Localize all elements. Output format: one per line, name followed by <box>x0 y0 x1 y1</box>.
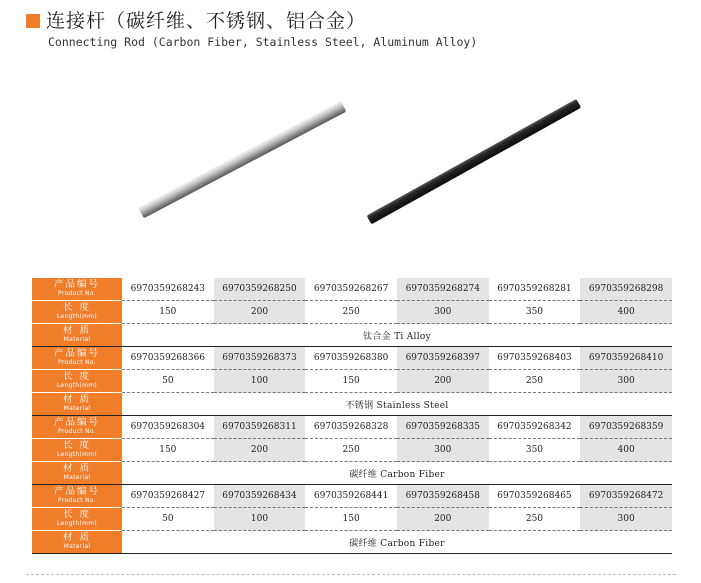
product-row <box>32 278 672 301</box>
carbon-rod-image <box>367 99 582 224</box>
steel-rod-image <box>138 101 346 218</box>
product-no-label-cn: 产品编号 <box>53 279 100 290</box>
material-label-en: Material <box>63 405 91 412</box>
length-row <box>32 508 672 531</box>
product-no-cell: 6970359268366 <box>122 347 214 370</box>
length-cell: 350 <box>489 439 581 462</box>
product-no-cell: 6970359268458 <box>397 485 489 508</box>
page-title: 连接杆（碳纤维、不锈钢、铝合金） <box>46 10 367 32</box>
footer-divider <box>26 574 676 575</box>
product-no-cell: 6970359268380 <box>305 347 397 370</box>
product-no-cell: 6970359268373 <box>214 347 306 370</box>
length-label-cn: 长 度 <box>62 509 92 520</box>
material-row <box>32 393 672 416</box>
length-cell: 150 <box>305 508 397 531</box>
material-cell: 钛合金 Ti Alloy <box>122 324 672 347</box>
material-label-en: Material <box>63 543 91 550</box>
length-row <box>32 301 672 324</box>
length-label-en: Length(mm) <box>56 382 98 389</box>
material-label-cn: 材 质 <box>62 532 92 543</box>
material-row <box>32 324 672 347</box>
product-no-cell: 6970359268359 <box>580 416 672 439</box>
material-cell: 不锈钢 Stainless Steel <box>122 393 672 416</box>
product-no-cell: 6970359268328 <box>305 416 397 439</box>
product-no-label-en: Product No. <box>58 290 96 297</box>
length-label-en: Length(mm) <box>56 313 98 320</box>
product-no-cell: 6970359268410 <box>580 347 672 370</box>
length-label-en: Length(mm) <box>56 451 98 458</box>
length-label-cn: 长 度 <box>62 440 92 451</box>
product-no-cell: 6970359268250 <box>214 278 306 301</box>
material-label <box>32 462 122 485</box>
material-label <box>32 531 122 554</box>
spec-table <box>32 278 672 554</box>
product-no-cell: 6970359268403 <box>489 347 581 370</box>
length-label <box>32 301 122 324</box>
length-cell: 50 <box>122 370 214 393</box>
product-no-cell: 6970359268281 <box>489 278 581 301</box>
product-no-cell: 6970359268472 <box>580 485 672 508</box>
length-label <box>32 508 122 531</box>
length-label-en: Length(mm) <box>56 520 98 527</box>
product-no-label-cn: 产品编号 <box>53 348 100 359</box>
product-no-label <box>32 278 122 301</box>
length-cell: 350 <box>489 301 581 324</box>
length-cell: 150 <box>122 301 214 324</box>
material-cell: 碳纤维 Carbon Fiber <box>122 531 672 554</box>
product-no-label-en: Product No. <box>58 497 96 504</box>
length-cell: 400 <box>580 439 672 462</box>
product-no-label-cn: 产品编号 <box>53 486 100 497</box>
product-no-cell: 6970359268311 <box>214 416 306 439</box>
length-cell: 300 <box>580 508 672 531</box>
product-no-cell: 6970359268243 <box>122 278 214 301</box>
product-no-label-en: Product No. <box>58 359 96 366</box>
length-cell: 50 <box>122 508 214 531</box>
length-cell: 200 <box>397 370 489 393</box>
material-label <box>32 324 122 347</box>
material-label-cn: 材 质 <box>62 325 92 336</box>
material-label <box>32 393 122 416</box>
length-cell: 200 <box>397 508 489 531</box>
length-cell: 250 <box>305 439 397 462</box>
material-label-en: Material <box>63 474 91 481</box>
product-no-label-cn: 产品编号 <box>53 417 100 428</box>
product-no-cell: 6970359268465 <box>489 485 581 508</box>
length-cell: 200 <box>214 301 306 324</box>
material-cell: 碳纤维 Carbon Fiber <box>122 462 672 485</box>
product-no-cell: 6970359268427 <box>122 485 214 508</box>
length-cell: 250 <box>489 508 581 531</box>
product-no-label <box>32 416 122 439</box>
product-row <box>32 416 672 439</box>
length-cell: 300 <box>397 439 489 462</box>
length-label-cn: 长 度 <box>62 371 92 382</box>
product-no-cell: 6970359268298 <box>580 278 672 301</box>
product-no-cell: 6970359268434 <box>214 485 306 508</box>
material-label-cn: 材 质 <box>62 394 92 405</box>
rod-images <box>0 70 701 250</box>
product-no-label-en: Product No. <box>58 428 96 435</box>
product-no-cell: 6970359268397 <box>397 347 489 370</box>
product-no-label <box>32 485 122 508</box>
material-row <box>32 462 672 485</box>
length-cell: 300 <box>580 370 672 393</box>
length-label <box>32 370 122 393</box>
material-row <box>32 531 672 554</box>
material-label-en: Material <box>63 336 91 343</box>
length-row <box>32 439 672 462</box>
material-label-cn: 材 质 <box>62 463 92 474</box>
length-cell: 250 <box>489 370 581 393</box>
product-row <box>32 485 672 508</box>
title-square-icon <box>26 14 40 28</box>
length-row <box>32 370 672 393</box>
product-no-cell: 6970359268274 <box>397 278 489 301</box>
page-subtitle: Connecting Rod (Carbon Fiber, Stainless Steel, Aluminum Alloy) <box>48 35 478 49</box>
product-no-cell: 6970359268441 <box>305 485 397 508</box>
length-cell: 150 <box>305 370 397 393</box>
length-cell: 150 <box>122 439 214 462</box>
header <box>26 8 477 49</box>
length-cell: 400 <box>580 301 672 324</box>
length-cell: 100 <box>214 508 306 531</box>
product-no-cell: 6970359268304 <box>122 416 214 439</box>
product-no-cell: 6970359268342 <box>489 416 581 439</box>
length-cell: 100 <box>214 370 306 393</box>
product-no-cell: 6970359268335 <box>397 416 489 439</box>
product-no-label <box>32 347 122 370</box>
title-row <box>26 8 477 34</box>
length-label-cn: 长 度 <box>62 302 92 313</box>
length-cell: 200 <box>214 439 306 462</box>
length-label <box>32 439 122 462</box>
length-cell: 250 <box>305 301 397 324</box>
product-no-cell: 6970359268267 <box>305 278 397 301</box>
length-cell: 300 <box>397 301 489 324</box>
product-row <box>32 347 672 370</box>
